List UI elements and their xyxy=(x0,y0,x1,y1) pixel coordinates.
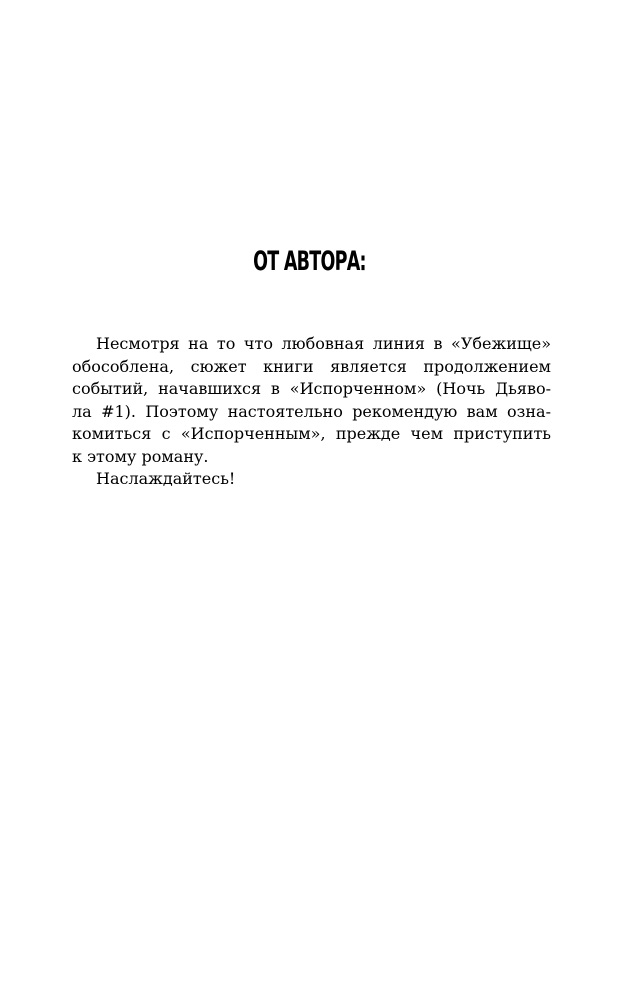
text-line: к этому роману. xyxy=(72,446,209,466)
text-line: ла #1). Поэтому настоятельно рекомендую вам озна- xyxy=(72,401,551,421)
text-line: комиться с «Испорченным», прежде чем приступить xyxy=(72,424,551,443)
chapter-heading: ОТ АВТОРА: xyxy=(253,246,366,277)
paragraph-main xyxy=(72,333,551,468)
author-note-text xyxy=(72,333,551,491)
text-line: Несмотря на то что любовная линия в «Убежище» xyxy=(96,334,551,353)
text-line: обособлена, сюжет книги является продолжением xyxy=(72,356,551,376)
text-line: событий, начавшихся в «Испорченном» (Ночь Дьяво- xyxy=(72,379,551,398)
paragraph-closing: Наслаждайтесь! xyxy=(96,469,236,488)
